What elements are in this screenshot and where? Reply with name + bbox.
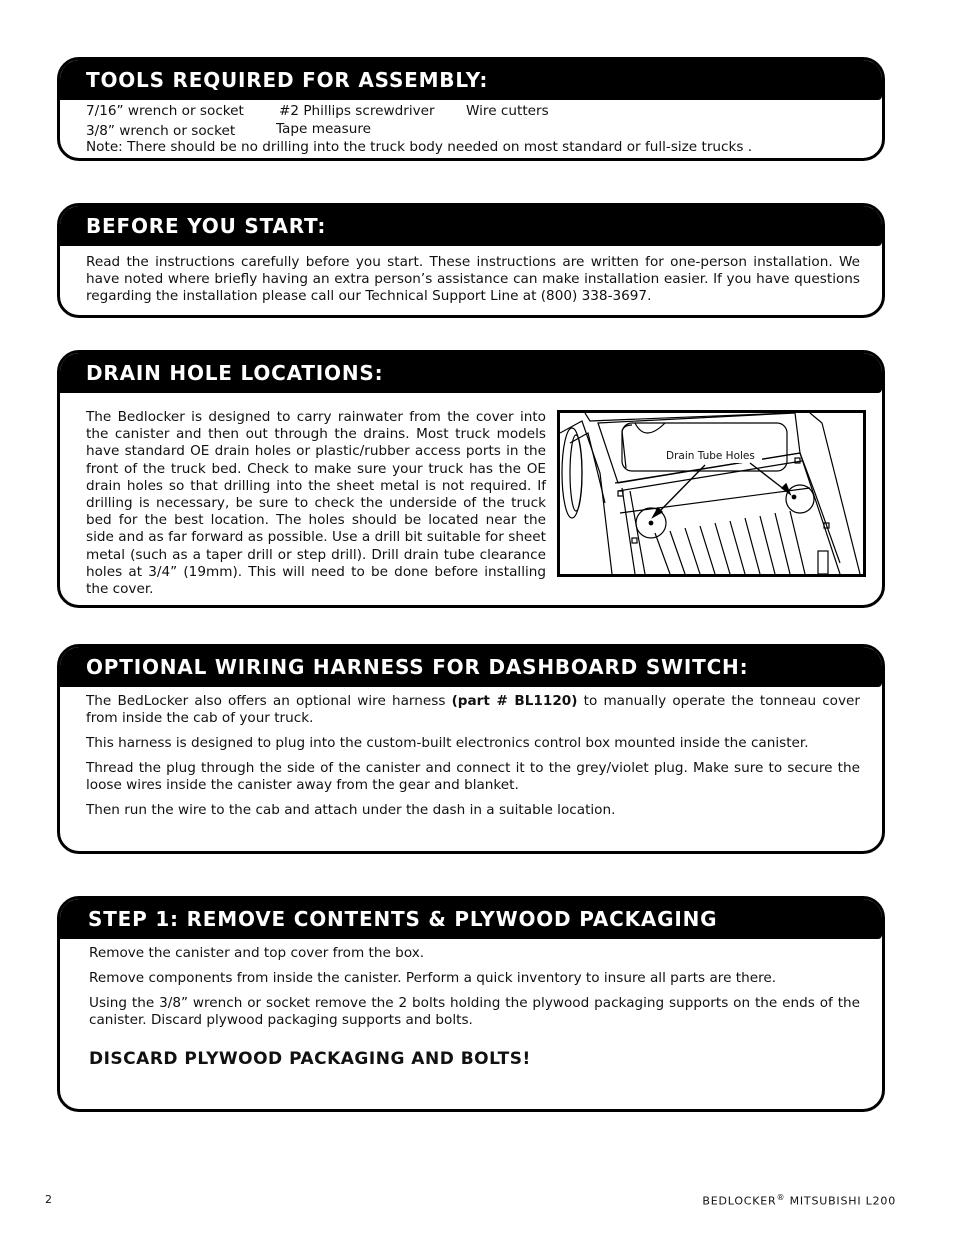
- drain-heading: DRAIN HOLE LOCATIONS:: [60, 353, 882, 393]
- step1-paragraph-3: Using the 3/8” wrench or socket remove the 2 bolts holding the plywood packaging supports on the ends of the canister. Discard plywood packaging supports and bolts.: [89, 995, 860, 1028]
- drain-text: The Bedlocker is designed to carry rainwater from the cover into the canister and then out through the drains. Most truck models have standard OE drain holes or plastic/rubber access ports in the front of the truck bed. Check to make sure your truck has the OE drain holes so that drilling into the sheet metal is not required. If drilling is necessary, be sure to check the underside of the truck bed for the best location. The holes should be located near the side and as far forward as possible. Use a drill bit suitable for sheet metal (such as a taper drill or step drill). Drill drain tube clearance holes at 3/4” (19mm). This will need to be done before installing the cover.: [86, 409, 546, 598]
- truck-bed-illustration: [560, 413, 863, 574]
- tools-section: [57, 57, 885, 161]
- tool-item: 7/16” wrench or socket: [86, 103, 244, 119]
- step1-heading: STEP 1: REMOVE CONTENTS & PLYWOOD PACKAGING: [60, 899, 882, 939]
- wiring-body: [60, 687, 882, 819]
- wiring-paragraph-3: Thread the plug through the side of the canister and connect it to the grey/violet plug. Make sure to secure the loose wires inside the canister away from the gear and blanket.: [86, 760, 860, 793]
- before-body: [60, 246, 882, 305]
- wiring-paragraph-4: Then run the wire to the cab and attach under the dash in a suitable location.: [86, 802, 616, 818]
- wiring-paragraph-2: This harness is designed to plug into the custom-built electronics control box mounted inside the canister.: [86, 735, 809, 751]
- step1-body: [60, 939, 882, 1068]
- model-name: MITSUBISHI L200: [785, 1194, 896, 1208]
- wiring-paragraph-1: [86, 693, 860, 727]
- tool-item: #2 Phillips screwdriver: [279, 103, 435, 119]
- registered-mark: ®: [776, 1193, 786, 1202]
- drain-section: [57, 350, 885, 608]
- before-text: Read the instructions carefully before you start. These instructions are written for one-person installation. We have noted where briefly having an extra person’s assistance can make installation easier. If you have questions regarding the installation please call our Technical Support Line at (800) 338-3697.: [86, 254, 860, 304]
- tool-item: 3/8” wrench or socket: [86, 123, 236, 139]
- wiring-section: [57, 644, 885, 854]
- part-number: (part # BL1120): [451, 693, 578, 709]
- brand-name: BEDLOCKER: [702, 1194, 777, 1208]
- tools-note: Note: There should be no drilling into the truck body needed on most standard or full-size trucks .: [86, 139, 753, 155]
- footer-brand: [702, 1193, 896, 1208]
- wiring-text: The BedLocker also offers an optional wire harness: [86, 693, 452, 709]
- step1-paragraph-1: Remove the canister and top cover from the box.: [89, 945, 425, 961]
- before-heading: BEFORE YOU START:: [60, 206, 882, 246]
- step1-paragraph-2: Remove components from inside the canister. Perform a quick inventory to insure all parts are there.: [89, 970, 777, 986]
- tool-item: Tape measure: [276, 121, 371, 137]
- tools-heading: TOOLS REQUIRED FOR ASSEMBLY:: [60, 60, 882, 100]
- step1-callout: DISCARD PLYWOOD PACKAGING AND BOLTS!: [89, 1049, 531, 1069]
- wiring-heading: OPTIONAL WIRING HARNESS FOR DASHBOARD SWITCH:: [60, 647, 882, 687]
- tools-body: [60, 100, 882, 156]
- before-section: [57, 203, 885, 318]
- step1-section: [57, 896, 885, 1112]
- tool-item: Wire cutters: [466, 103, 549, 119]
- drain-figure: [557, 410, 866, 577]
- figure-label: Drain Tube Holes: [666, 450, 755, 462]
- page-number: 2: [45, 1193, 53, 1206]
- wiring-text: to manually operate the tonneau cover from inside the cab of your truck.: [86, 693, 860, 726]
